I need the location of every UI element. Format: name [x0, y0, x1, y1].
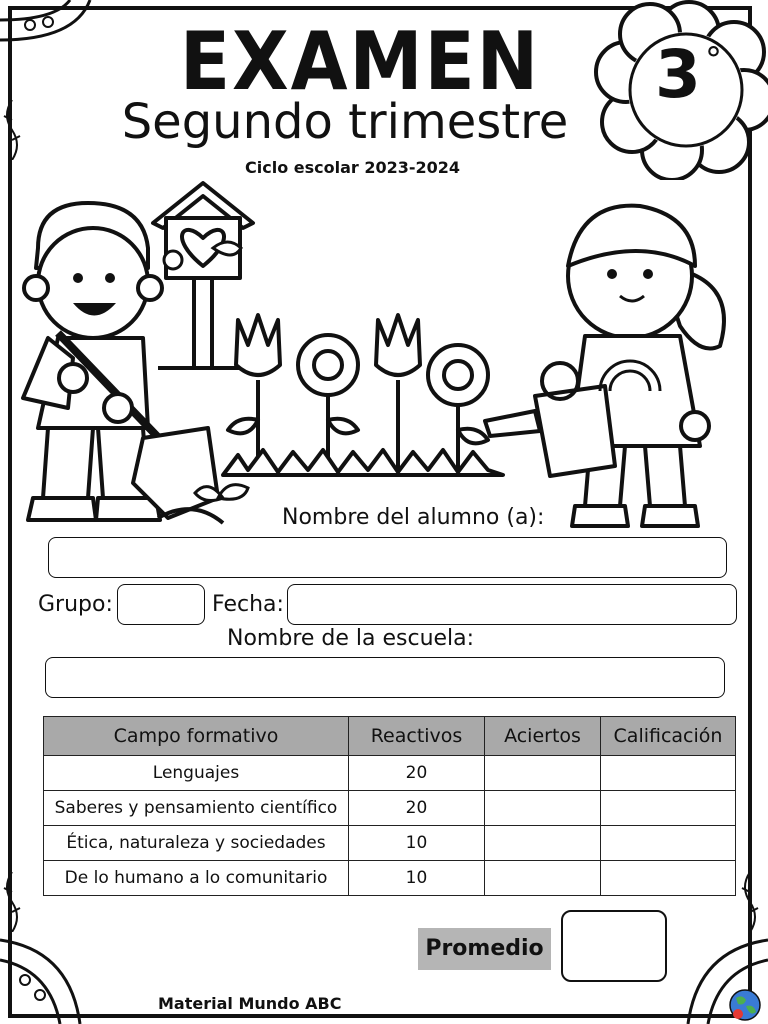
campo-cell: Lenguajes	[44, 756, 349, 791]
footer-credit: Material Mundo ABC	[158, 994, 342, 1013]
promedio-label: Promedio	[418, 928, 551, 970]
reactivos-cell: 20	[349, 756, 485, 791]
corner-ornament-bottom-left-icon	[0, 930, 100, 1024]
aciertos-cell[interactable]	[485, 791, 601, 826]
campo-cell: Saberes y pensamiento científico	[44, 791, 349, 826]
page-title: EXAMEN	[179, 15, 541, 108]
aciertos-cell[interactable]	[485, 826, 601, 861]
table-row	[44, 861, 736, 896]
aciertos-cell[interactable]	[485, 861, 601, 896]
school-name-field[interactable]	[45, 657, 725, 698]
calificacion-cell[interactable]	[601, 756, 736, 791]
grades-table	[43, 716, 736, 896]
group-field[interactable]	[117, 584, 205, 625]
grade-number: 3 °	[655, 36, 722, 113]
reactivos-cell: 10	[349, 861, 485, 896]
vine-left-lower-icon	[0, 872, 24, 932]
aciertos-cell[interactable]	[485, 756, 601, 791]
corner-ornament-top-left-icon	[0, 0, 100, 90]
globe-icon	[728, 988, 762, 1022]
student-name-label: Nombre del alumno (a):	[282, 505, 545, 530]
promedio-field[interactable]	[561, 910, 667, 982]
flower-bed-illustration	[218, 310, 508, 480]
header-aciertos: Aciertos	[485, 717, 601, 756]
school-name-label: Nombre de la escuela:	[227, 626, 475, 651]
date-label: Fecha:	[212, 592, 284, 617]
school-cycle: Ciclo escolar 2023-2024	[245, 158, 461, 177]
page-subtitle: Segundo trimestre	[121, 94, 569, 150]
table-row	[44, 791, 736, 826]
reactivos-cell: 20	[349, 791, 485, 826]
calificacion-cell[interactable]	[601, 826, 736, 861]
header-calificacion: Calificación	[601, 717, 736, 756]
campo-cell: Ética, naturaleza y sociedades	[44, 826, 349, 861]
calificacion-cell[interactable]	[601, 861, 736, 896]
student-name-field[interactable]	[48, 537, 727, 578]
girl-with-watering-can-illustration	[480, 196, 740, 536]
header-reactivos: Reactivos	[349, 717, 485, 756]
table-row	[44, 826, 736, 861]
reactivos-cell: 10	[349, 826, 485, 861]
campo-cell: De lo humano a lo comunitario	[44, 861, 349, 896]
vine-right-lower-icon	[738, 872, 762, 932]
table-header-row	[44, 717, 736, 756]
group-label: Grupo:	[38, 592, 113, 617]
vine-left-icon	[0, 100, 24, 160]
header-campo: Campo formativo	[44, 717, 349, 756]
date-field[interactable]	[287, 584, 737, 625]
table-row	[44, 756, 736, 791]
calificacion-cell[interactable]	[601, 791, 736, 826]
